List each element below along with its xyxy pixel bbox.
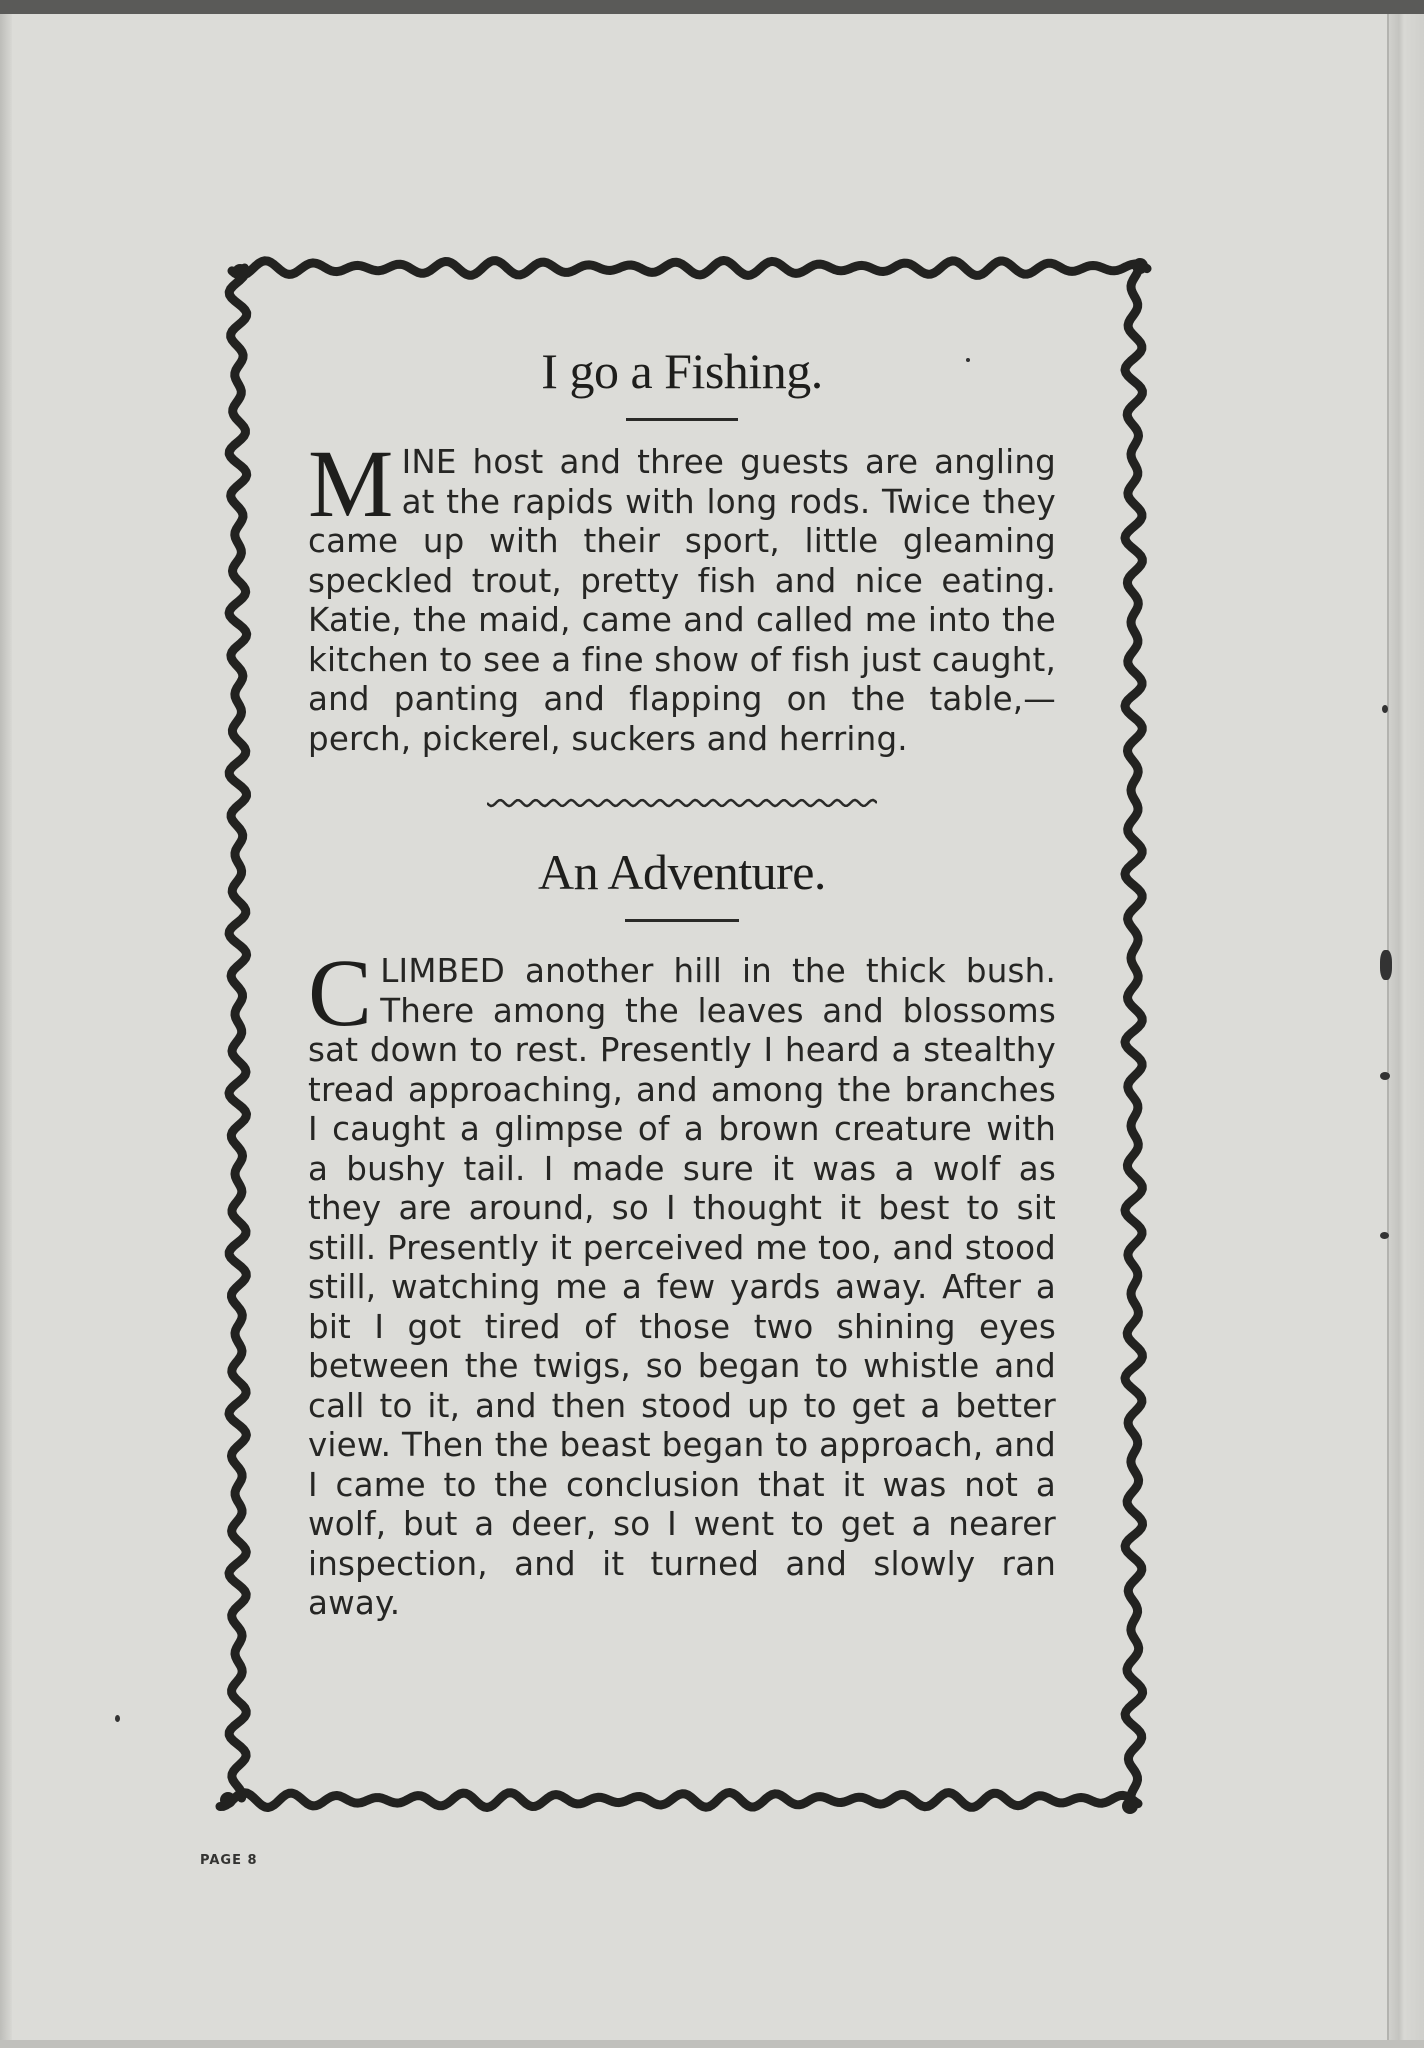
- page-fold-line: [1387, 14, 1389, 2048]
- section-divider: [487, 795, 877, 811]
- adventure-section: [308, 843, 1056, 1624]
- border-left: [229, 268, 247, 1798]
- left-page-edge: [0, 14, 12, 2048]
- print-speck: [1380, 950, 1392, 980]
- page-content: [308, 330, 1056, 1624]
- title-rule: [626, 418, 738, 421]
- print-speck: [1380, 1232, 1389, 1239]
- print-speck: [115, 1715, 120, 1722]
- section-body: [308, 939, 1056, 1624]
- border-right: [1125, 268, 1143, 1804]
- bottom-edge: [0, 2040, 1424, 2048]
- border-bottom: [220, 1793, 1138, 1808]
- right-page-edge: [1388, 14, 1424, 2048]
- print-speck: [1382, 705, 1388, 713]
- body-text: another hill in the thick bush. There among the leaves and blossoms sat down to rest. Presently I heard a stealthy tread approaching, and among the branches I caught a glimpse of a brown creature with a bushy tail. I made sure it was a wolf as they are around, so I thought it best to sit still. Presently it perceived me too, and stood still, watching me a few yards away. After a bit I got tired of those two shining eyes between the twigs, so began to whistle and call to it, and then stood up to get a better view. Then the beast began to approach, and I came to the conclusion that it was not a wolf, but a deer, so I went to get a nearer inspection, and it turned and slowly ran away.: [308, 952, 1056, 1622]
- lead-word: LIMBED: [380, 952, 506, 990]
- title-rule: [625, 919, 739, 922]
- drop-cap: C: [308, 939, 373, 1046]
- border-corner-ornament: [1122, 1798, 1138, 1814]
- border-corner-ornament: [232, 264, 248, 280]
- section-title: An Adventure.: [538, 844, 826, 900]
- print-speck: [966, 358, 970, 362]
- border-top: [232, 261, 1147, 276]
- border-corner-ornament: [1132, 258, 1148, 274]
- page-number: PAGE 8: [200, 1853, 258, 1868]
- print-speck: [1380, 1072, 1390, 1080]
- section-body: [308, 430, 1056, 759]
- body-text: host and three guests are angling at the rapids with long rods. Twice they came up with their sport, little gleaming speckled trout, pretty fish and nice eating. Katie, the maid, came and called me into the kitchen to see a fine show of fish just caught, and panting and flapping on the table,—perch, pickerel, suckers and herring.: [308, 443, 1056, 758]
- fishing-section: [308, 342, 1056, 759]
- border-corner-ornament: [220, 1792, 236, 1808]
- top-edge: [0, 0, 1424, 14]
- drop-cap: M: [308, 430, 394, 537]
- section-title: I go a Fishing.: [541, 343, 823, 399]
- lead-word: INE: [401, 443, 457, 481]
